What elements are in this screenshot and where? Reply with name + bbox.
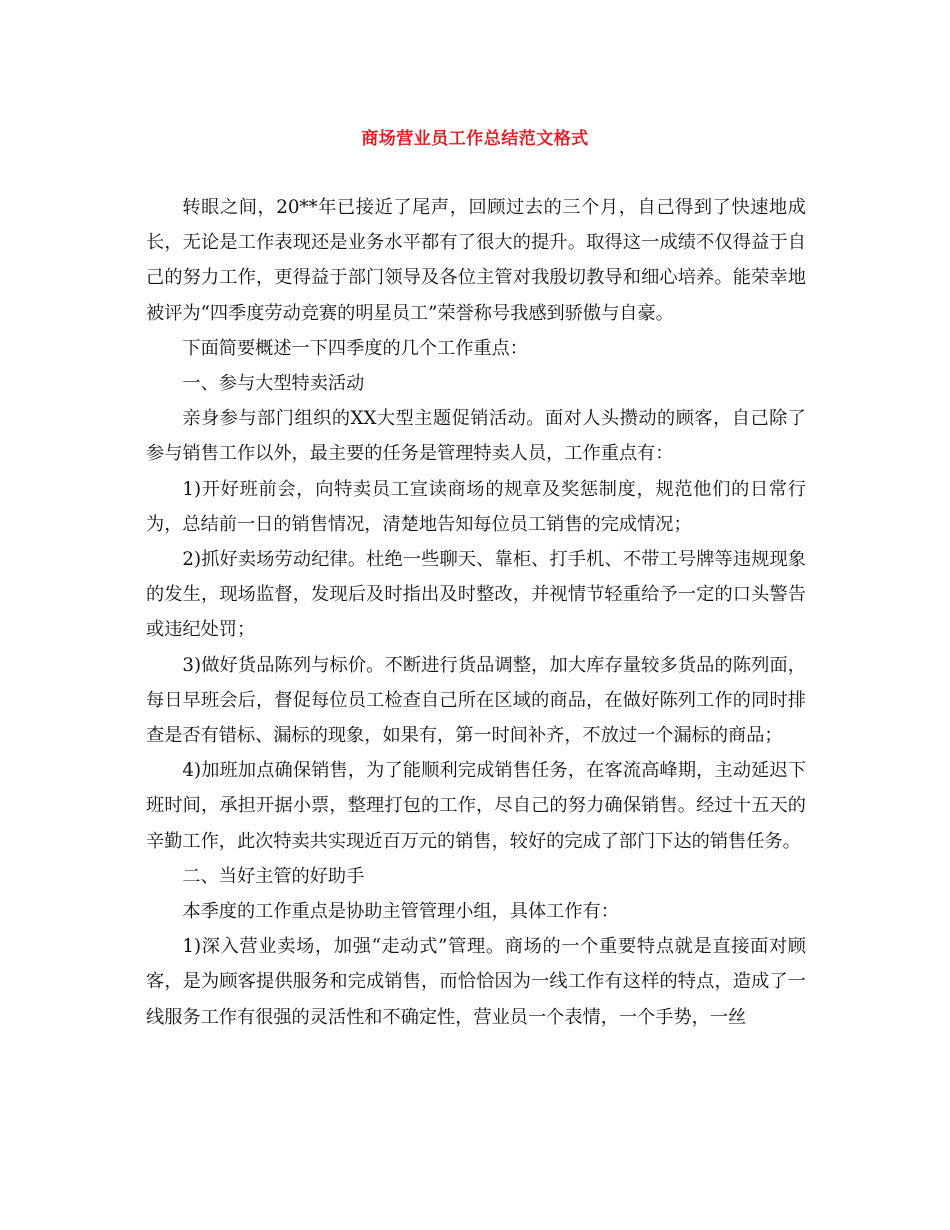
paragraph-section-2-intro: 本季度的工作重点是协助主管管理小组，具体工作有： <box>182 901 619 923</box>
paragraph-section-2-item-1: 1)深入营业卖场，加强“走动式”管理。商场的一个重要特点就是直接面对顾客，是为顾客提供服务和完成销售，而恰恰因为一线工作有这样的特点，造成了一线服务工作有很强的灵活性和不确定性，营业员一个表情，一个手势，一丝 <box>146 936 806 1028</box>
document-title: 商场营业员工作总结范文格式 <box>361 129 589 149</box>
paragraph-item-2: 2)抓好卖场劳动纪律。杜绝一些聊天、靠柜、打手机、不带工号牌等违规现象的发生，现场监督，发现后及时指出及时整改，并视情节轻重给予一定的口头警告或违纪处罚； <box>146 549 806 641</box>
paragraph-intro: 转眼之间，20**年已接近了尾声，回顾过去的三个月，自己得到了快速地成长，无论是工作表现还是业务水平都有了很大的提升。取得这一成绩不仅得益于自己的努力工作，更得益于部门领导及各位主管对我殷切教导和细心培养。能荣幸地被评为“四季度劳动竞赛的明星员工”荣誉称号我感到骄傲与自豪。 <box>146 197 806 324</box>
paragraph-section-1-intro: 亲身参与部门组织的XX大型主题促销活动。面对人头攒动的顾客，自己除了参与销售工作以外，最主要的任务是管理特卖人员，工作重点有： <box>146 408 806 465</box>
section-heading-1: 一、参与大型特卖活动 <box>182 373 365 395</box>
section-heading-2: 二、当好主管的好助手 <box>182 865 365 887</box>
paragraph-item-1: 1)开好班前会，向特卖员工宣读商场的规章及奖惩制度，规范他们的日常行为，总结前一日的销售情况，清楚地告知每位员工销售的完成情况； <box>146 478 806 535</box>
paragraph-overview: 下面简要概述一下四季度的几个工作重点： <box>182 337 528 359</box>
paragraph-item-4: 4)加班加点确保销售，为了能顺利完成销售任务，在客流高峰期，主动延迟下班时间，承担开据小票，整理打包的工作，尽自己的努力确保销售。经过十五天的辛勤工作，此次特卖共实现近百万元的销售，较好的完成了部门下达的销售任务。 <box>146 760 806 852</box>
document-body <box>146 190 806 1035</box>
paragraph-item-3: 3)做好货品陈列与标价。不断进行货品调整，加大库存量较多货品的陈列面，每日早班会后，督促每位员工检查自己所在区域的商品，在做好陈列工作的同时排查是否有错标、漏标的现象，如果有，第一时间补齐，不放过一个漏标的商品； <box>146 654 806 747</box>
